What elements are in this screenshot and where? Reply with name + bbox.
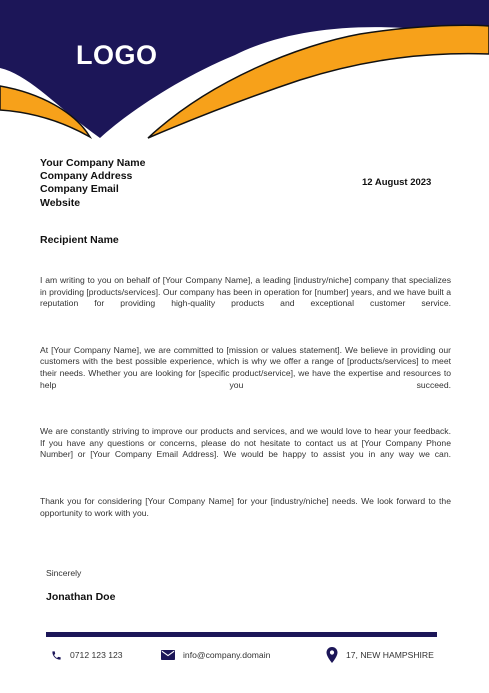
sender-company-address: Company Address (40, 170, 133, 183)
footer-phone (51, 646, 123, 664)
company-logo: LOGO (76, 40, 158, 70)
body-paragraph-4: Thank you for considering [Your Company Name] for your [industry/niche] needs. We look forward to the opportunity to work with you. (40, 495, 451, 518)
closing-salutation: Sincerely (46, 568, 82, 578)
body-paragraph-3: We are constantly striving to improve our products and services, and we would love to hear your feedback. If you have any questions or concerns, please do not hesitate to contact us at [Your Company Phone Number] or [Your Company Email Address]. We would be happy to assist you in any way we can. (40, 426, 451, 460)
sender-company-name: Your Company Name (40, 157, 146, 169)
sender-company-email: Company Email (40, 183, 119, 196)
sender-block (40, 157, 145, 210)
sender-website: Website (40, 196, 81, 209)
phone-icon (51, 650, 62, 661)
body-paragraph-1: I am writing to you on behalf of [Your Company Name], a leading [industry/niche] company that specializes in providing [products/services]. Our company has been in operation for [number] years, and we have built a reputation for providing high-quality products and exceptional customer service. (40, 275, 451, 309)
envelope-icon (161, 650, 175, 660)
signature-name: Jonathan Doe (46, 591, 116, 603)
footer-email (161, 646, 270, 664)
body-paragraph-2: At [Your Company Name], we are committed to [mission or values statement]. We believe in providing our customers with the best possible experience, which is why we offer a range of [products/services] to meet their needs. Whether you are looking for [specific product/service], we have the expertise and resources to help you succeed. (40, 344, 451, 390)
footer-address (326, 646, 434, 664)
letter-body (40, 275, 451, 554)
footer-phone-text: 0712 123 123 (70, 650, 123, 660)
header-wave-graphic (0, 0, 489, 150)
letter-date: 12 August 2023 (362, 177, 432, 188)
letterhead-header (0, 0, 489, 150)
recipient-name: Recipient Name (40, 234, 119, 246)
map-pin-icon (326, 647, 338, 663)
footer-address-text: 17, NEW HAMPSHIRE (346, 650, 434, 660)
footer-divider (46, 632, 437, 637)
footer-email-text: info@company.domain (183, 650, 271, 660)
